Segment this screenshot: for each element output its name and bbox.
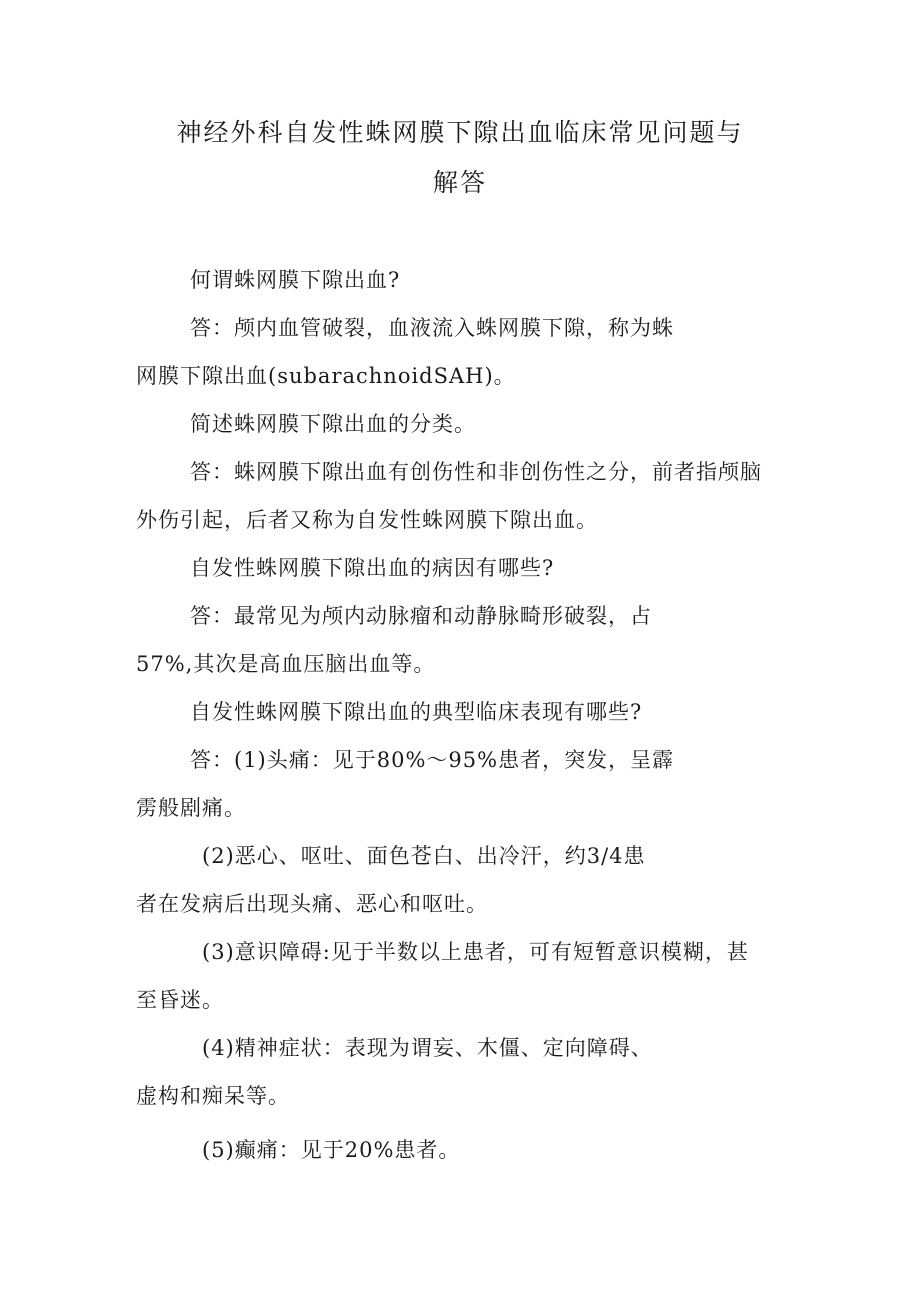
answer-2-line-1: 答：蛛网膜下隙出血有创伤性和非创伤性之分，前者指颅脑: [190, 460, 762, 484]
answer-4-item-1-line-2: 雳般剧痛。: [136, 796, 246, 820]
answer-1-line-2: 网膜下隙出血(subarachnoidSAH)。: [136, 364, 516, 388]
answer-1-line-1: 答：颅内血管破裂，血液流入蛛网膜下隙，称为蛛: [190, 316, 674, 340]
question-1: 何谓蛛网膜下隙出血?: [190, 268, 401, 292]
answer-4-item-2-line-2: 者在发病后出现头痛、恶心和呕吐。: [136, 892, 488, 916]
answer-4-item-3-line-2: 至昏迷。: [136, 988, 224, 1012]
answer-4-item-1-line-1: 答：(1)头痛：见于80%〜95%患者，突发，呈霹: [190, 748, 675, 772]
answer-3-line-1: 答：最常见为颅内动脉瘤和动静脉畸形破裂，占: [190, 604, 652, 628]
answer-4-item-3-line-1: (3)意识障碍:见于半数以上患者，可有短暂意识模糊，甚: [202, 940, 749, 964]
question-4: 自发性蛛网膜下隙出血的典型临床表现有哪些?: [190, 700, 643, 724]
question-2: 简述蛛网膜下隙出血的分类。: [190, 412, 476, 436]
answer-4-item-4-line-1: (4)精神症状：表现为谓妄、木僵、定向障碍、: [202, 1036, 653, 1060]
document-title-line-1: 神经外科自发性蛛网膜下隙出血临床常见问题与: [176, 118, 744, 147]
answer-2-line-2: 外伤引起，后者又称为自发性蛛网膜下隙出血。: [136, 508, 598, 532]
answer-4-item-5: (5)癫痛：见于20%患者。: [202, 1138, 461, 1162]
question-3: 自发性蛛网膜下隙出血的病因有哪些?: [190, 556, 555, 580]
answer-4-item-2-line-1: (2)恶心、呕吐、面色苍白、出冷汗，约3/4患: [202, 844, 646, 868]
answer-3-line-2: 57%,其次是高血压脑出血等。: [136, 652, 436, 676]
document-title-line-2: 解答: [432, 168, 487, 197]
answer-4-item-4-line-2: 虚构和痴呆等。: [136, 1084, 290, 1108]
